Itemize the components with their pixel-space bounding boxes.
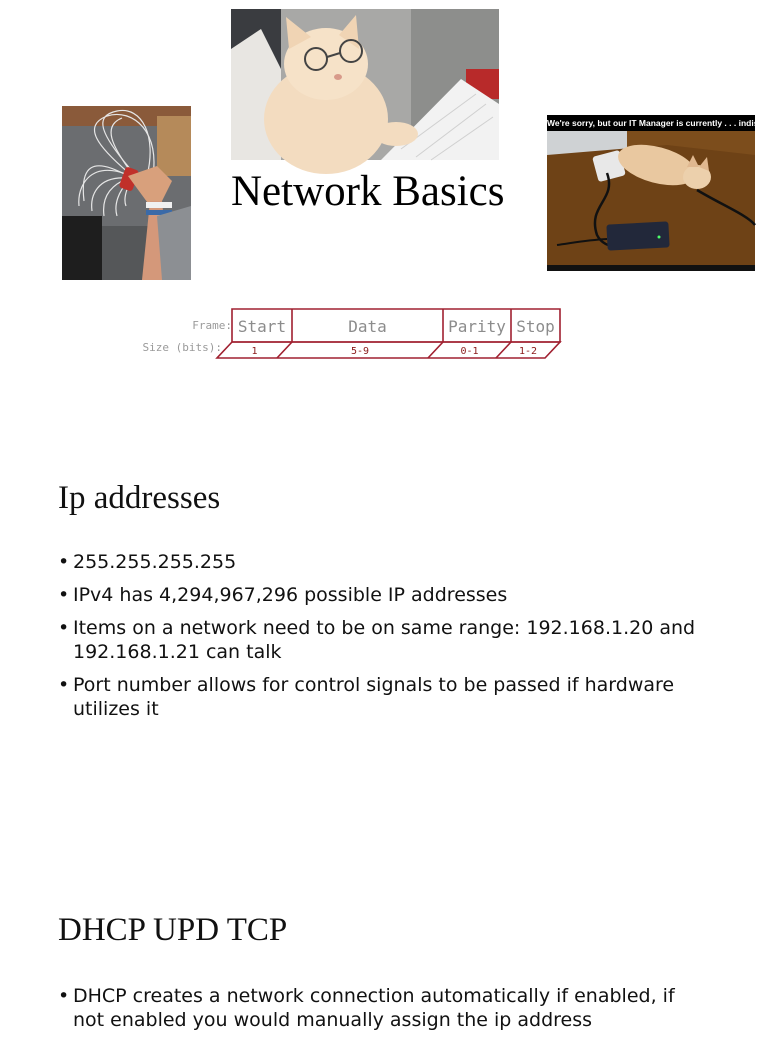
frame-size-divider bbox=[277, 342, 292, 358]
cat-meme-photo bbox=[547, 115, 783, 271]
list-item bbox=[58, 984, 698, 1032]
ethernet-cable-photo bbox=[62, 106, 191, 280]
bullet-dot: • bbox=[58, 985, 70, 1007]
list-item-text: Port number allows for control signals to be passed if hardware utilizes it bbox=[73, 674, 675, 720]
meme-caption: We're sorry, but our IT Manager is currently . . . indisposed bbox=[547, 115, 755, 131]
list-item bbox=[58, 616, 698, 664]
list-item-text: Items on a network need to be on same range: 192.168.1.20 and 192.168.1.21 can talk bbox=[73, 617, 696, 663]
page-title: Network Basics bbox=[231, 168, 505, 215]
frame-size-divider bbox=[428, 342, 443, 358]
frame-size-parity: 0-1 bbox=[460, 346, 479, 357]
ip-addresses-heading: Ip addresses bbox=[58, 480, 221, 516]
cat-keyboard-illustration bbox=[231, 9, 499, 160]
dhcp-udp-tcp-heading: DHCP UPD TCP bbox=[58, 912, 288, 948]
size-label: Size (bits): bbox=[142, 341, 222, 354]
sleeping-cat-illustration bbox=[547, 115, 755, 271]
frame-diagram-svg bbox=[140, 303, 570, 365]
list-item-text: DHCP creates a network connection automatically if enabled, if not enabled you would manually assign the ip address bbox=[73, 985, 675, 1031]
ethernet-cable-illustration bbox=[62, 106, 191, 280]
frame-field-stop: Stop bbox=[516, 317, 555, 336]
bullet-dot: • bbox=[58, 551, 70, 573]
frame-label: Frame: bbox=[192, 319, 232, 332]
bullet-dot: • bbox=[58, 584, 70, 606]
serial-frame-diagram bbox=[140, 303, 570, 365]
dhcp-list bbox=[58, 984, 698, 1041]
frame-field-data: Data bbox=[348, 317, 387, 336]
bullet-dot: • bbox=[58, 617, 70, 639]
meme-footer-bar bbox=[547, 265, 755, 271]
cat-with-glasses-photo bbox=[231, 9, 499, 160]
list-item bbox=[58, 550, 698, 574]
ip-addresses-list bbox=[58, 550, 698, 730]
frame-field-parity: Parity bbox=[448, 317, 506, 336]
list-item bbox=[58, 583, 698, 607]
list-item-text: 255.255.255.255 bbox=[73, 551, 237, 573]
frame-size-divider bbox=[496, 342, 511, 358]
list-item-text: IPv4 has 4,294,967,296 possible IP addresses bbox=[73, 584, 508, 606]
list-item bbox=[58, 673, 698, 721]
frame-size-data: 5-9 bbox=[350, 346, 370, 357]
frame-field-start: Start bbox=[237, 317, 287, 336]
frame-size-stop: 1-2 bbox=[518, 346, 538, 357]
frame-size-start: 1 bbox=[251, 346, 258, 357]
bullet-dot: • bbox=[58, 674, 70, 696]
